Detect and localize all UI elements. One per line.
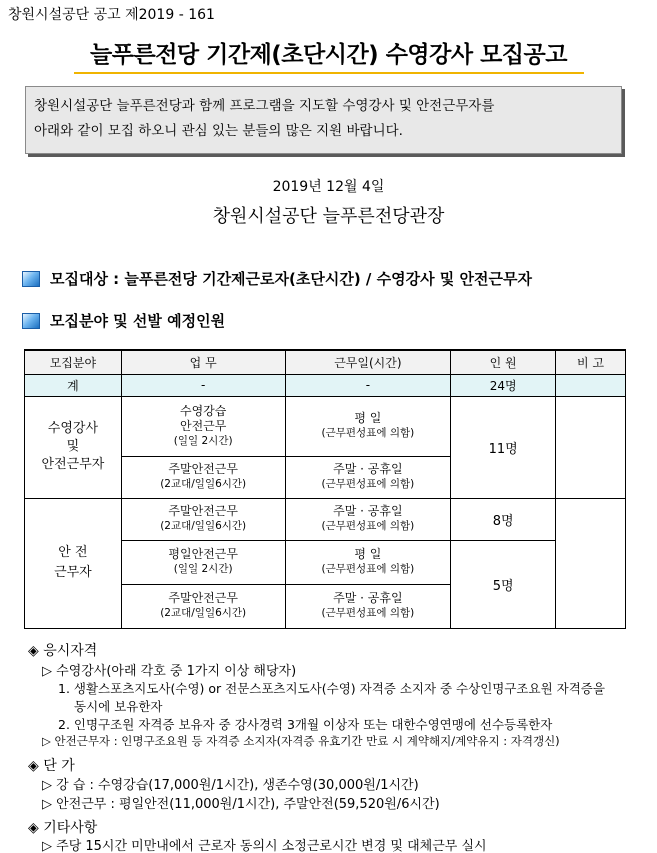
header-duty: 업 무	[121, 350, 285, 374]
requirements-line: 1. 생활스포츠지도사(수영) or 전문스포츠지도사(수영) 자격증 소지자 중 수상인명구조요원 자격증을	[58, 681, 605, 696]
field-line: 수영강사	[47, 421, 99, 436]
total-count: 24명	[451, 374, 556, 396]
duty-cell	[121, 456, 285, 498]
workdays-line: (근무편성표에 의함)	[321, 520, 415, 532]
workdays-cell	[285, 498, 451, 540]
table-header-row	[25, 350, 626, 374]
table-row	[25, 396, 626, 456]
intro-line-1: 창원시설공단 늘푸른전당과 함께 프로그램을 지도할 수영강사 및 안전근무자를	[34, 98, 495, 114]
duty-line: 주말안전근무	[168, 591, 238, 605]
section-recruit-target	[22, 268, 532, 289]
section-recruit-plan-text: 모집분야 및 선발 예정인원	[50, 312, 226, 330]
total-duty: -	[121, 374, 285, 396]
duty-cell	[121, 540, 285, 584]
total-label: 계	[25, 374, 122, 396]
square-bullet-icon	[22, 313, 40, 329]
duty-line: 수영강습	[179, 403, 227, 418]
square-bullet-icon	[22, 271, 40, 287]
intro-line-2: 아래와 같이 모집 하오니 관심 있는 분들의 많은 지원 바랍니다.	[34, 123, 403, 139]
workdays-line: 평 일	[354, 547, 382, 561]
header-field: 모집분야	[25, 350, 122, 374]
field-line: 및	[66, 439, 80, 454]
field-safety-worker	[25, 498, 122, 628]
table-row-total	[25, 374, 626, 396]
headcount-cell: 5명	[451, 540, 556, 628]
requirements-line: 동시에 보유한자	[74, 699, 163, 714]
workdays-line: (근무편성표에 의함)	[321, 563, 415, 575]
requirements-line: 2. 인명구조원 자격증 보유자 중 강사경력 3개월 이상자 또는 대한수영연맹에 선수등록한자	[58, 717, 553, 732]
headcount-cell: 11명	[451, 396, 556, 498]
workdays-line: 주말 · 공휴일	[333, 504, 403, 518]
duty-cell	[121, 498, 285, 540]
workdays-cell	[285, 396, 451, 456]
duty-line: 안전근무	[179, 418, 227, 433]
duty-line: (일일 2시간)	[173, 563, 233, 575]
pay-line: ▷ 강 습 : 수영강습(17,000원/1시간), 생존수영(30,000원/1시간)	[42, 778, 419, 793]
total-note	[556, 374, 626, 396]
duty-line: (2교대/일일6시간)	[160, 520, 247, 532]
workdays-line: 주말 · 공휴일	[333, 591, 403, 605]
duty-line: 주말안전근무	[168, 504, 238, 518]
other-line: ▷ 주당 15시간 미만내에서 근로자 동의시 소정근로시간 변경 및 대체근무 실시	[42, 839, 487, 853]
section-recruit-target-text: 모집대상 : 늘푸른전당 기간제근로자(초단시간) / 수영강사 및 안전근무자	[50, 270, 532, 288]
workdays-line: (근무편성표에 의함)	[321, 478, 415, 490]
title-underline	[74, 72, 584, 74]
header-workdays: 근무일(시간)	[285, 350, 451, 374]
duty-line: (2교대/일일6시간)	[160, 478, 247, 490]
field-line: 안전근무자	[41, 457, 105, 472]
duty-line: (일일 2시간)	[173, 434, 233, 447]
table-row	[25, 498, 626, 540]
duty-line: 평일안전근무	[168, 547, 238, 561]
workdays-cell	[285, 584, 451, 628]
workdays-cell	[285, 540, 451, 584]
note-cell	[556, 396, 626, 498]
notice-number: 창원시설공단 공고 제2019 - 161	[8, 7, 215, 23]
header-note: 비 고	[556, 350, 626, 374]
recruitment-table	[24, 349, 626, 629]
pay-line: ▷ 안전근무 : 평일안전(11,000원/1시간), 주말안전(59,520원/6시간)	[42, 797, 440, 812]
requirements-header: ◈ 응시자격	[28, 643, 98, 659]
workdays-line: (근무편성표에 의함)	[321, 427, 415, 439]
other-header: ◈ 기타사항	[28, 820, 98, 836]
notice-date: 2019년 12월 4일	[272, 179, 385, 195]
workdays-cell	[285, 456, 451, 498]
duty-cell	[121, 584, 285, 628]
issuing-organization: 창원시설공단 늘푸른전당관장	[212, 206, 445, 227]
page-title: 늘푸른전당 기간제(초단시간) 수영강사 모집공고	[90, 42, 567, 68]
total-days: -	[285, 374, 451, 396]
note-cell	[556, 498, 626, 628]
duty-line: 주말안전근무	[168, 462, 238, 476]
requirements-line: ▷ 수영강사(아래 각호 중 1가지 이상 해당자)	[42, 664, 297, 679]
section-recruit-plan	[22, 310, 225, 331]
requirements-line: ▷ 안전근무자 : 인명구조요원 등 자격증 소지자(자격증 유효기간 만료 시 계약해지/계약유지 : 자격갱신)	[42, 734, 560, 748]
headcount-cell: 8명	[451, 498, 556, 540]
field-line: 안 전	[58, 545, 88, 560]
intro-box	[25, 86, 622, 154]
field-line: 근무자	[54, 565, 92, 580]
duty-line: (2교대/일일6시간)	[160, 607, 247, 619]
header-headcount: 인 원	[451, 350, 556, 374]
workdays-line: 주말 · 공휴일	[333, 462, 403, 476]
field-instructor-and-safety	[25, 396, 122, 498]
pay-header: ◈ 단 가	[28, 758, 75, 774]
duty-cell	[121, 396, 285, 456]
workdays-line: (근무편성표에 의함)	[321, 607, 415, 619]
workdays-line: 평 일	[354, 411, 382, 425]
